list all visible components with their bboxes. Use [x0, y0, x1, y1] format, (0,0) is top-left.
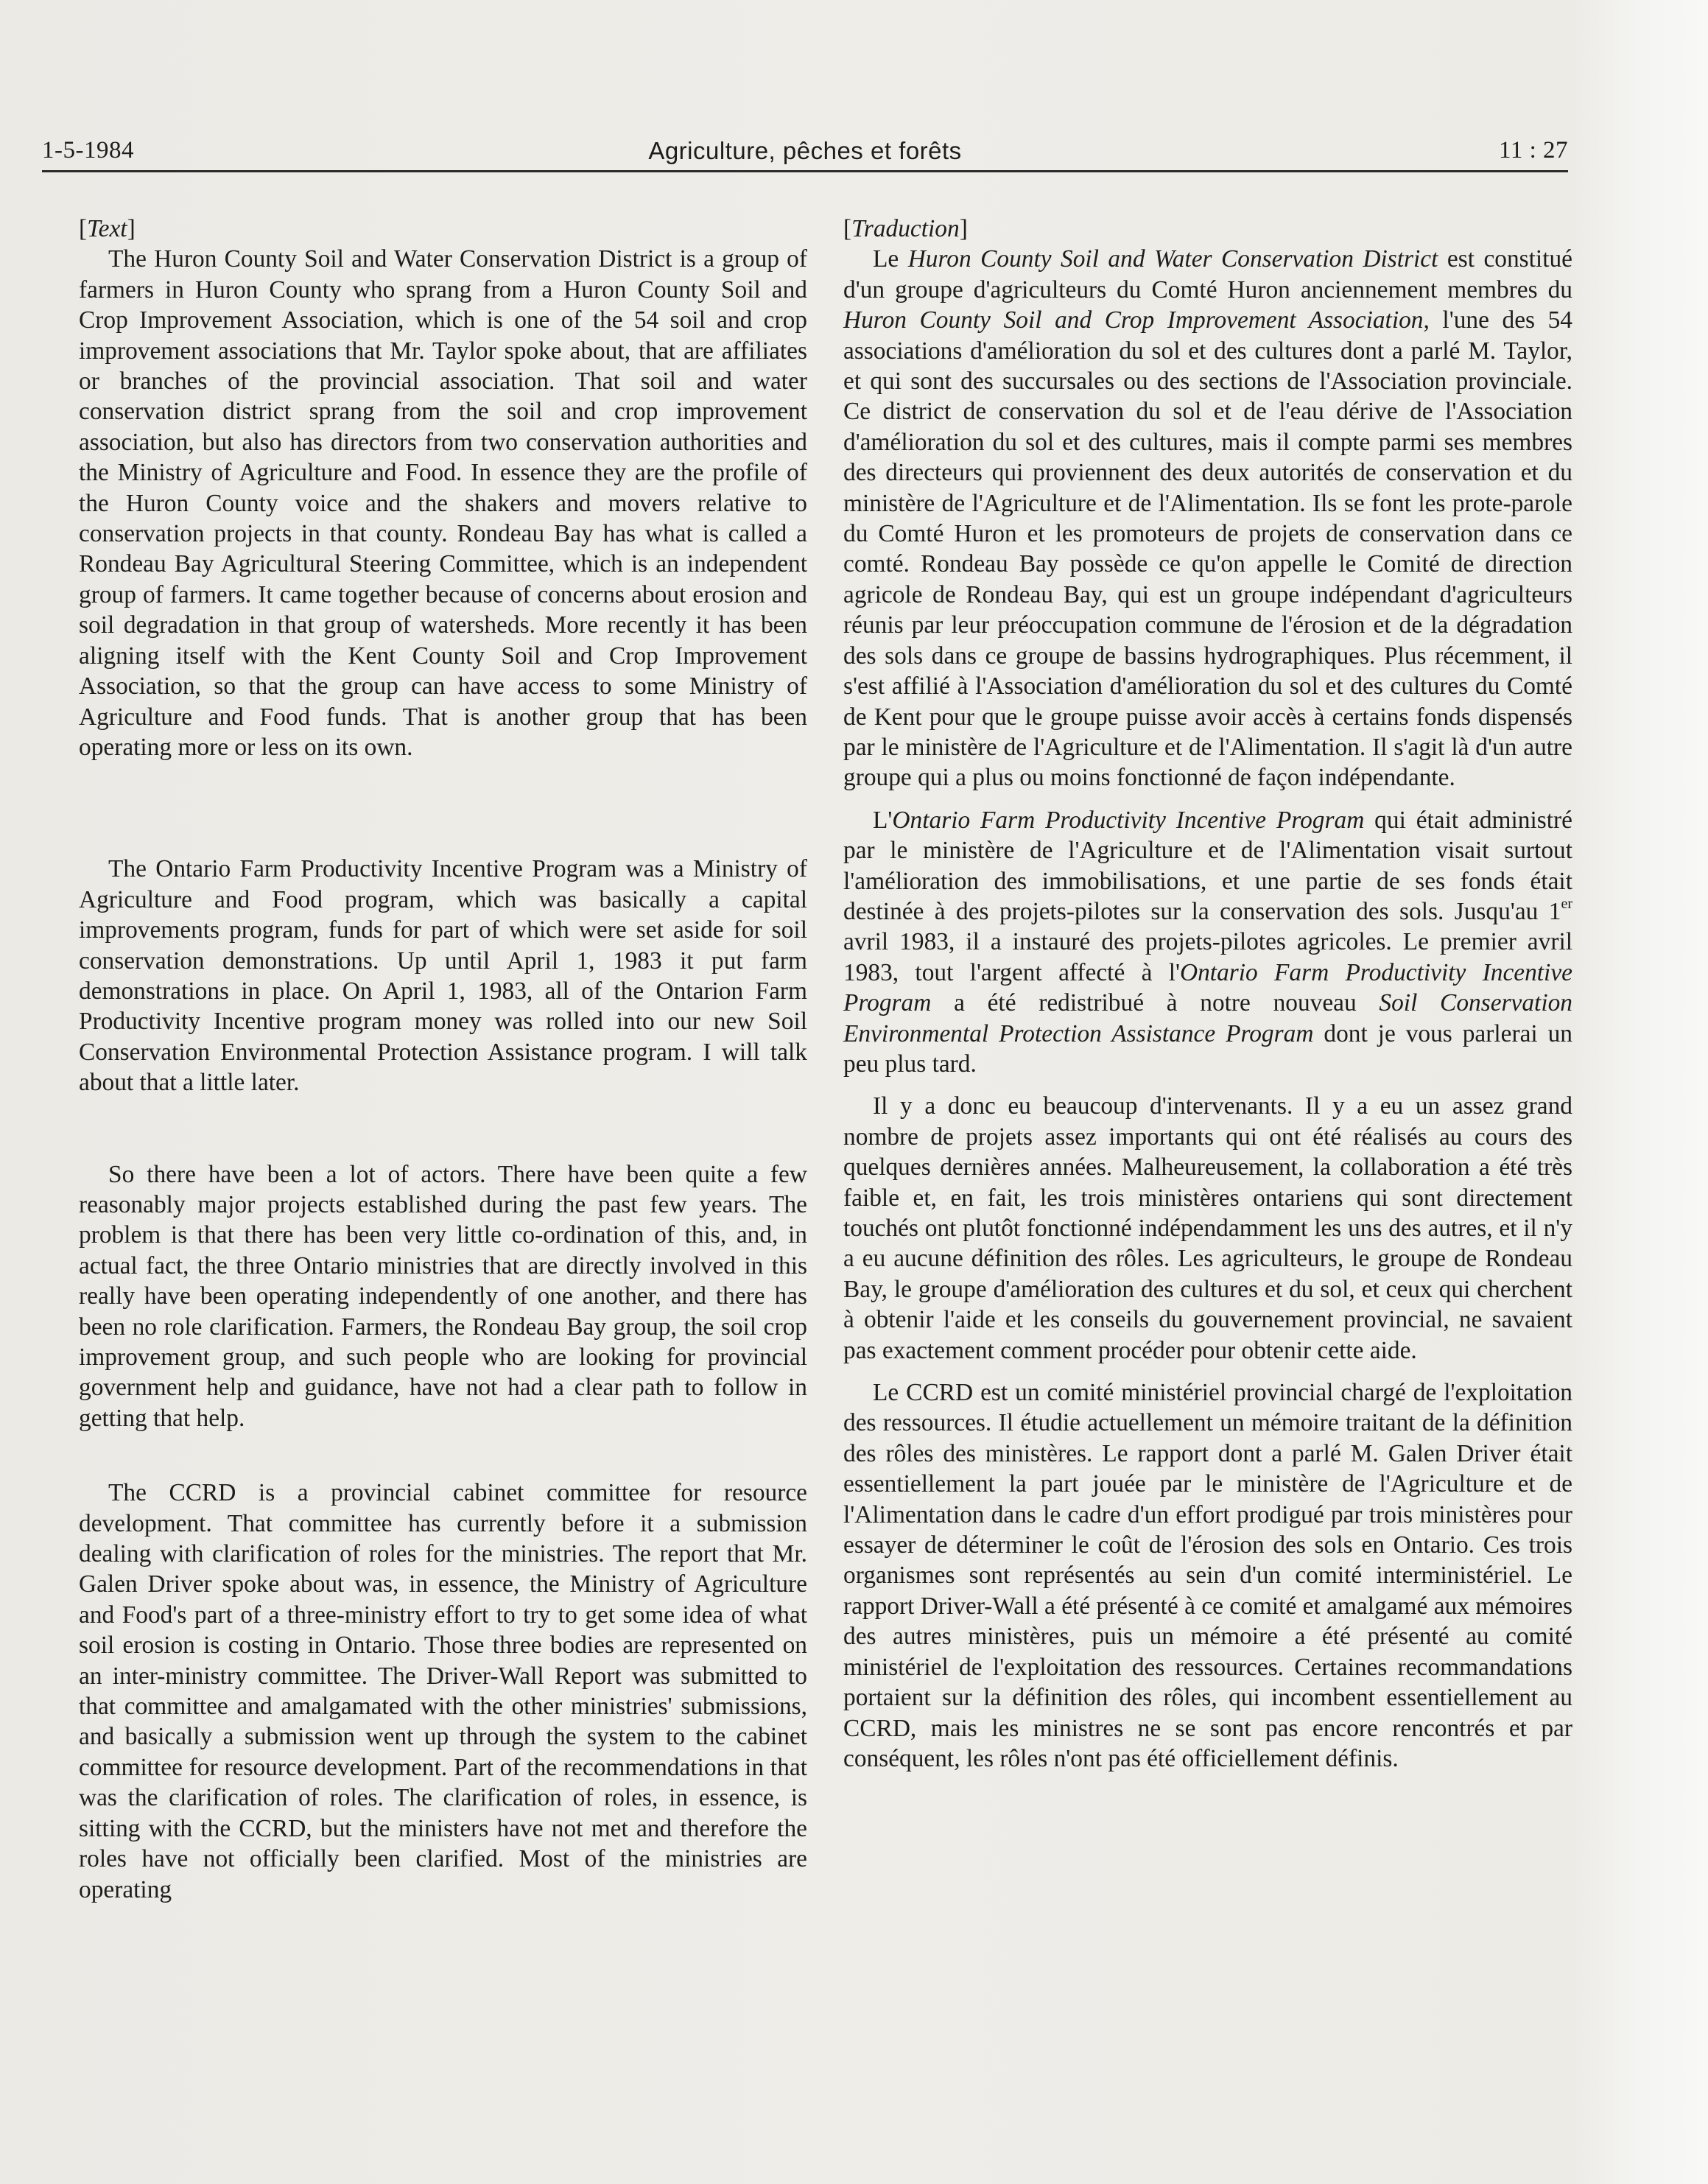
header-rule: [42, 170, 1568, 172]
english-paragraph-3: So there have been a lot of actors. There have been quite a few reasonably major projects established during the past few years. The problem is that there has been very little co-ordination of this, and, in actual fact, the three Ontario ministries that are directly involved in this really have been operating independently of one another, and there has been no role clarification. Farmers, the Rondeau Bay group, the soil crop improvement group, and such people who are looking for provincial government help and guidance, have not had a clear path to follow in getting that help.: [79, 1160, 807, 1432]
french-paragraph-2: L'Ontario Farm Productivity Incentive Program qui était administré par le ministère de l'Agriculture et de l'Alimentation visait surtout l'amélioration des immobilisations, et une partie de ses fonds était destinée à des projets-pilotes sur la conservation des sols. Jusqu'au 1er avril 1983, il a instauré des projets-pilotes agricoles. Le premier avril 1983, tout l'argent affecté à l'Ontario Farm Productivity Incentive Program a été redistribué à notre nouveau Soil Conservation Environmental Protection Assistance Program dont je vous parlerai un peu plus tard.: [843, 806, 1572, 1078]
english-paragraph-1: The Huron County Soil and Water Conservation District is a group of farmers in Huron County who sprang from a Huron County Soil and Crop Improvement Association, which is one of the 54 soil and crop improvement associations that Mr. Taylor spoke about, that are affiliates or branches of the provincial association. That soil and water conservation district sprang from the soil and crop improvement association, but also has directors from two conservation authorities and the Ministry of Agriculture and Food. In essence they are the profile of the Huron County voice and the shakers and movers relative to conservation projects in that county. Rondeau Bay has what is called a Rondeau Bay Agricultural Steering Committee, which is an independent group of farmers. It came together because of concerns about erosion and soil degradation in that group of watersheds. More recently it has been aligning itself with the Kent County Soil and Crop Improvement Association, so that the group can have access to some Ministry of Agriculture and Food funds. That is another group that has been operating more or less on its own.: [79, 245, 807, 761]
text-tag: [Text]: [79, 215, 136, 242]
traduction-tag-label: Traduction: [851, 215, 960, 242]
header-title: Agriculture, pêches et forêts: [648, 137, 962, 164]
english-paragraph-2: The Ontario Farm Productivity Incentive Program was a Ministry of Agriculture and Food program, which was basically a capital improvements program, funds for part of which were set aside for soil conservation demonstrations. Up until April 1, 1983 it put farm demonstrations in place. On April 1, 1983, all of the Ontarion Farm Productivity Incentive program money was rolled into our new Soil Conservation Environmental Protection Assistance program. I will talk about that a little later.: [79, 855, 807, 1097]
french-paragraph-1: Le Huron County Soil and Water Conservation District est constitué d'un groupe d'agriculteurs du Comté Huron anciennement membres du Huron County Soil and Crop Improvement Association, l'une des 54 associations d'amélioration du sol et des cultures dont a parlé M. Taylor, et qui sont des succursales ou des sections de l'Association provinciale. Ce district de conservation du sol et de l'eau dérive de l'Association d'amélioration du sol et des cultures, mais il compte parmi ses membres des directeurs qui proviennent des deux autorités de conservation et du ministère de l'Agriculture et de l'Alimentation. Ils se font les prote-parole du Comté Huron et les promoteurs de projets de conservation dans ce comté. Rondeau Bay possède ce qu'on appelle le Comité de direction agricole de Rondeau Bay, qui est un groupe indépendant d'agriculteurs réunis par leur préoccupation commune de l'érosion et de la dégradation des sols dans ce groupe de bassins hydrographiques. Plus récemment, il s'est affilié à l'Association d'amélioration du sol et des cultures du Comté de Kent pour que le groupe puisse avoir accès à certains fonds dispensés par le ministère de l'Agriculture et de l'Alimentation. Il s'agit là d'un autre groupe qui a plus ou moins fonctionné de façon indépendante.: [843, 245, 1572, 792]
english-paragraph-4: The CCRD is a provincial cabinet committee for resource development. That committee has currently before it a submission dealing with clarification of roles for the ministries. The report that Mr. Galen Driver spoke about was, in essence, the Ministry of Agriculture and Food's part of a three-ministry effort to try to get some idea of what soil erosion is costing in Ontario. Those three bodies are represented on an inter-ministry committee. The Driver-Wall Report was submitted to that committee and amalgamated with the other ministries' submissions, and basically a submission went up through the system to the cabinet committee for resource development. Part of the recommendations in that was the clarification of roles. The clarification of roles, in essence, is sitting with the CCRD, but the ministers have not met and therefore the roles have not officially been clarified. Most of the ministries are operating: [79, 1479, 807, 1903]
text-tag-label: Text: [87, 215, 127, 242]
french-paragraph-4: Le CCRD est un comité ministériel provincial chargé de l'exploitation des ressources. Il étudie actuellement un mémoire traitant de la définition des rôles des ministères. Le rapport dont a parlé M. Galen Driver était essentiellement la part jouée par le ministère de l'Agriculture et de l'Alimentation dans le cadre d'un effort prodigué par trois ministères pour essayer de déterminer le coût de l'érosion des sols en Ontario. Ces trois organismes sont représentés au sein d'un comité interministériel. Le rapport Driver-Wall a été présenté à ce comité et amalgamé aux mémoires des autres ministères, puis un mémoire a été présenté au comité ministériel de l'exploitation des ressources. Certaines recommandations portaient sur la définition des rôles, qui incombent essentiellement au CCRD, mais les ministres ne se sont pas encore rencontrés et par conséquent, les rôles n'ont pas été officiellement définis.: [843, 1379, 1572, 1772]
french-column: [843, 214, 1572, 1774]
header-date: 1-5-1984: [42, 137, 134, 164]
traduction-tag: [Traduction]: [843, 215, 968, 242]
header-page-number: 11 : 27: [1499, 137, 1568, 164]
english-column: [79, 214, 807, 1905]
french-paragraph-3: Il y a donc eu beaucoup d'intervenants. Il y a eu un assez grand nombre de projets assez importants qui ont été réalisés au cours des quelques dernières années. Malheureusement, la collaboration a été très faible et, en fait, les trois ministères ontariens qui sont directement touchés ont plutôt fonctionné indépendamment les uns des autres, et il n'y a eu aucune définition des rôles. Les agriculteurs, le groupe de Rondeau Bay, le groupe d'amélioration des cultures et du sol, et ceux qui cherchent à obtenir l'aide et les conseils du gouvernement provincial, ne savaient pas exactement comment procéder pour obtenir cette aide.: [843, 1092, 1572, 1364]
